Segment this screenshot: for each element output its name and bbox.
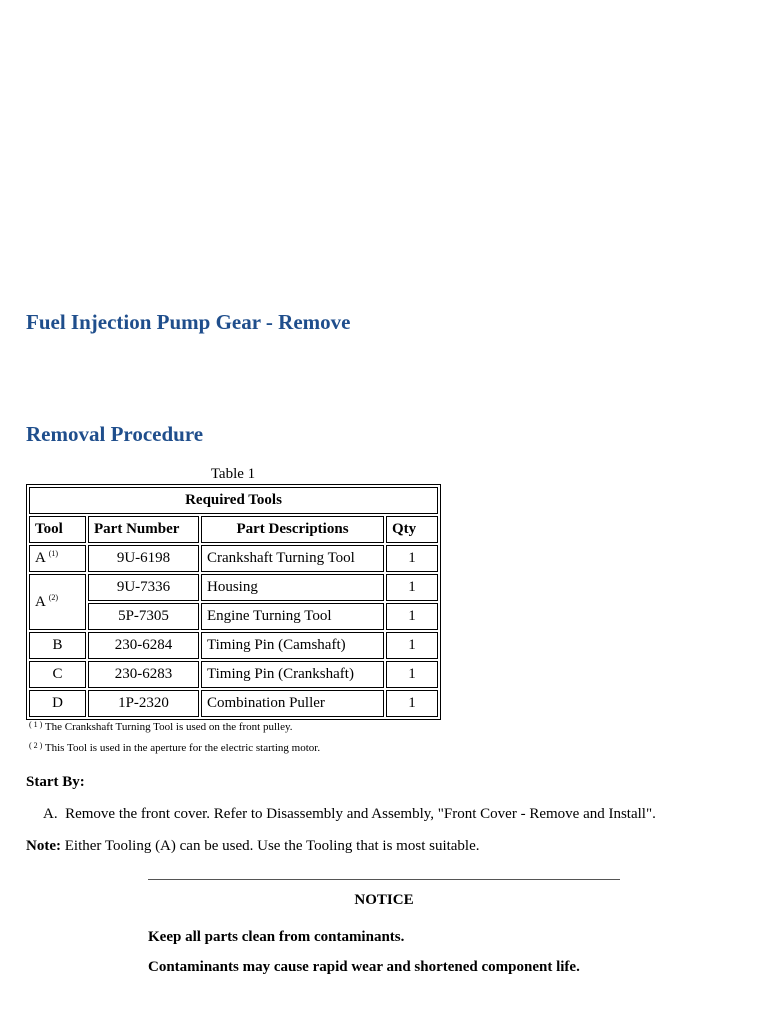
footnote-ref: (2) bbox=[48, 592, 59, 602]
note bbox=[26, 838, 480, 855]
column-header-tool: Tool bbox=[29, 516, 86, 543]
required-tools-table bbox=[26, 484, 441, 720]
cell-description: Timing Pin (Crankshaft) bbox=[201, 661, 384, 688]
table-row bbox=[29, 632, 438, 659]
cell-qty: 1 bbox=[386, 574, 438, 601]
cell-qty: 1 bbox=[386, 545, 438, 572]
column-header-part-descriptions: Part Descriptions bbox=[201, 516, 384, 543]
column-header-qty: Qty bbox=[386, 516, 438, 543]
notice-line: Contaminants may cause rapid wear and shortened component life. bbox=[148, 959, 580, 975]
cell-description: Engine Turning Tool bbox=[201, 603, 384, 630]
section-title: Removal Procedure bbox=[26, 422, 204, 446]
cell-tool: B bbox=[29, 632, 86, 659]
column-header-part-number: Part Number bbox=[88, 516, 199, 543]
cell-part-number: 1P-2320 bbox=[88, 690, 199, 717]
table-heading-row bbox=[29, 487, 438, 514]
cell-part-number: 230-6284 bbox=[88, 632, 199, 659]
cell-tool: C bbox=[29, 661, 86, 688]
table-header-row bbox=[29, 516, 438, 543]
table-row bbox=[29, 574, 438, 601]
table-caption: Table 1 bbox=[210, 466, 256, 482]
footnote-mark: ( 1 ) bbox=[29, 720, 43, 729]
cell-part-number: 9U-6198 bbox=[88, 545, 199, 572]
note-text: Either Tooling (A) can be used. Use the Tooling that is most suitable. bbox=[64, 838, 480, 854]
start-by-step bbox=[43, 806, 656, 823]
footnote-ref: (1) bbox=[48, 549, 59, 558]
notice-divider bbox=[148, 879, 620, 880]
footnote-mark: ( 2 ) bbox=[29, 741, 43, 750]
cell-tool bbox=[29, 545, 86, 572]
cell-tool: D bbox=[29, 690, 86, 717]
notice-heading: NOTICE bbox=[354, 892, 414, 908]
table-row bbox=[29, 545, 438, 572]
cell-part-number: 230-6283 bbox=[88, 661, 199, 688]
cell-part-number: 5P-7305 bbox=[88, 603, 199, 630]
notice-line: Keep all parts clean from contaminants. bbox=[148, 929, 405, 945]
footnote-text: The Crankshaft Turning Tool is used on the front pulley. bbox=[44, 721, 293, 733]
tool-letter: A bbox=[35, 593, 46, 610]
cell-description: Housing bbox=[201, 574, 384, 601]
table-heading: Required Tools bbox=[29, 487, 438, 514]
step-text: Remove the front cover. Refer to Disassembly and Assembly, "Front Cover - Remove and Install". bbox=[65, 806, 656, 822]
table-row bbox=[29, 603, 438, 630]
cell-qty: 1 bbox=[386, 603, 438, 630]
cell-qty: 1 bbox=[386, 690, 438, 717]
footnote-1 bbox=[29, 721, 293, 733]
cell-description: Combination Puller bbox=[201, 690, 384, 717]
cell-part-number: 9U-7336 bbox=[88, 574, 199, 601]
table-row bbox=[29, 661, 438, 688]
start-by-label: Start By: bbox=[26, 774, 85, 790]
note-label: Note: bbox=[26, 838, 61, 854]
cell-qty: 1 bbox=[386, 632, 438, 659]
step-marker: A. bbox=[43, 806, 58, 822]
page-title: Fuel Injection Pump Gear - Remove bbox=[26, 310, 351, 334]
cell-qty: 1 bbox=[386, 661, 438, 688]
footnote-text: This Tool is used in the aperture for the electric starting motor. bbox=[44, 742, 321, 754]
cell-description: Crankshaft Turning Tool bbox=[201, 545, 384, 572]
footnote-2 bbox=[29, 742, 320, 754]
cell-tool bbox=[29, 574, 86, 630]
table-row bbox=[29, 690, 438, 717]
cell-description: Timing Pin (Camshaft) bbox=[201, 632, 384, 659]
tool-letter: A bbox=[35, 550, 46, 566]
